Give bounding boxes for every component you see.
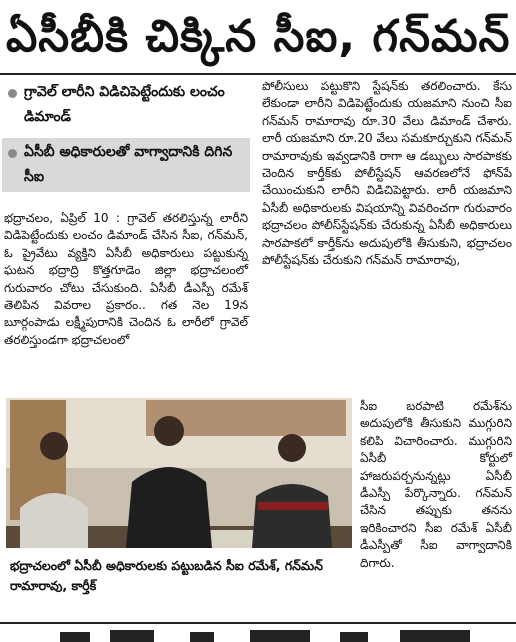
photo-caption: భద్రాచలంలో ఏసీబీ అధికారులకు పట్టుబడిన సీఐ రమేశ్, గన్‌మన్ రామారావు, కార్తీక్: [10, 558, 323, 593]
cropped-headline-shape: [0, 626, 516, 642]
bullet-item: [2, 138, 250, 192]
bullet-item: [2, 78, 250, 132]
bottom-rule: [0, 622, 516, 624]
headline-rule: [0, 73, 516, 75]
article-column-2: పోలీసులు పట్టుకొని స్టేషన్‌కు తరలించారు. కేసు లేకుండా లారీని విడిపెట్టేందుకు యజమాని నుంచి సీఐ గన్‌మన్ రామారావు రూ.30 వేలు డిమాండ్ చేశారు. లారీ యజమాని రూ.20 వేలు సమకూర్చుకుని గన్‌మన్ రామారావుకు ఇవ్వడానికి రాగా ఆ డబ్బులు సారపాకకు చెందిన కార్తీక్‌కు పోలీస్టేషన్ ఆవరణలోనే ఫోన్‌పే చేయించుకుని లారీని విడిచిపెట్టారు. లారీ యజమాని ఏసీబీ అధికారులకు విషయాన్ని వివరించగా గురువారం భద్రాచలం పోలీస్‌స్టేషన్‌కు చేరుకున్న ఏసీబీ అధికారులు సారపాకలో కార్తీక్‌ను అదుపులోకి తీసుకుని, భద్రాచలం పోలీస్టేషన్‌కు చేరుకుని గన్‌మన్ రామారావు,: [262, 79, 512, 268]
article-column-1: భద్రాచలం, ఏప్రిల్ 10 : గ్రావెల్ తరలిస్తున్న లారీని విడిపెట్టేందుకు లంచం డిమాండ్ చేసిన సీఐ, గన్‌మన్, ఓ ప్రైవేటు వ్యక్తిని ఏసీబీ అధికారులు పట్టుకున్న ఘటన భద్రాద్రి కొత్తగూడెం జిల్లా భద్రాచలంలో గురువారం చోటు చేసుకుంది. ఏసీబీ డీఎస్పీ రమేశ్ తెలిపిన వివరాల ప్రకారం.. గత నెల 19న బూర్గంపాడు లక్ష్మీపురానికి చెందిన ఓ లారీలో గ్రావెల్ తరలిస్తుండగా భద్రాచలంలో: [4, 211, 248, 347]
next-article-strip: [0, 626, 516, 642]
news-photo: [6, 398, 352, 548]
bullet-dot-icon: [8, 89, 17, 98]
article-column-3: సీఐ బరపాటి రమేశ్‌ను అదుపులోకి తీసుకుని ముగ్గురిని కలిపి విచారించారు. ముగ్గురిని ఏసీబీ కోర్టులో హాజరుపర్చనున్నట్లు ఏసీబీ డీఎస్పీ పేర్కొన్నారు. గన్‌మన్ చేసిన తప్పుకు తనను ఇరికించారని సీఐ రమేశ్ ఏసీబీ డీఎస్పీతో సీఐ వాగ్వాదానికి దిగారు.: [360, 399, 512, 570]
headline: ఏసీబీకి చిక్కిన సీఐ, గన్‌మన్: [6, 11, 510, 62]
bullet-text: గ్రావెల్ లారీని విడిచిపెట్టేందుకు లంచం డిమాండ్: [24, 84, 225, 125]
bullet-text: ఏసీబీ అధికారులతో వాగ్వాదానికి దిగిన సీఐ: [24, 144, 233, 185]
bullet-list: [2, 78, 250, 198]
photo-illustration: [6, 398, 352, 548]
bullet-dot-icon: [8, 149, 17, 158]
